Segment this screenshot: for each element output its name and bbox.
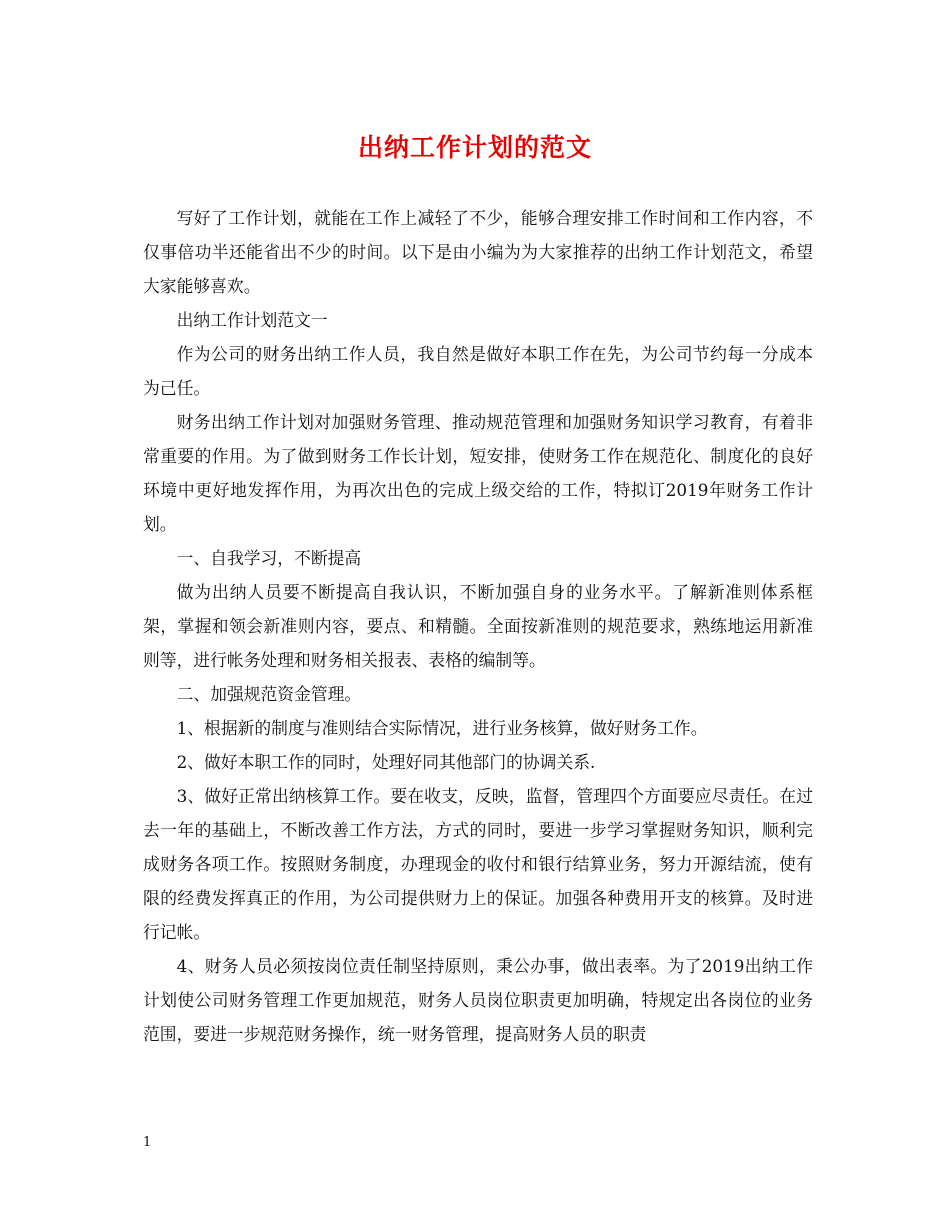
section-heading-fund-management: 二、加强规范资金管理。 xyxy=(176,684,362,704)
paragraph: 做为出纳人员要不断提高自我认识，不断加强自身的业务水平。了解新准则体系框架，掌握和领会新准则内容，要点、和精髓。全面按新准则的规范要求，熟练地运用新准则等，进行帐务处理和财务相关报表、表格的编制等。 xyxy=(143,582,813,670)
page-number: 1 xyxy=(143,1135,152,1150)
list-item: 1、根据新的制度与准则结合实际情况，进行业务核算，做好财务工作。 xyxy=(176,718,708,738)
paragraph-intro: 写好了工作计划，就能在工作上减轻了不少，能够合理安排工作时间和工作内容，不仅事倍功半还能省出不少的时间。以下是由小编为为大家推荐的出纳工作计划范文，希望大家能够喜欢。 xyxy=(143,208,813,296)
section-heading-sample-one: 出纳工作计划范文一 xyxy=(176,310,328,330)
section-heading-self-study: 一、自我学习，不断提高 xyxy=(176,548,362,568)
paragraph: 财务出纳工作计划对加强财务管理、推动规范管理和加强财务知识学习教育，有着非常重要的作用。为了做到财务工作长计划，短安排，使财务工作在规范化、制度化的良好环境中更好地发挥作用，为再次出色的完成上级交给的工作，特拟订2019年财务工作计划。 xyxy=(143,412,813,534)
list-item: 3、做好正常出纳核算工作。要在收支，反映，监督，管理四个方面要应尽责任。在过去一年的基础上，不断改善工作方法，方式的同时，要进一步学习掌握财务知识，顺利完成财务各项工作。按照财务制度，办理现金的收付和银行结算业务，努力开源结流，使有限的经费发挥真正的作用，为公司提供财力上的保证。加强各种费用开支的核算。及时进行记帐。 xyxy=(143,786,813,942)
document-body xyxy=(143,201,813,1051)
paragraph: 作为公司的财务出纳工作人员，我自然是做好本职工作在先，为公司节约每一分成本为己任。 xyxy=(143,344,813,398)
list-item: 2、做好本职工作的同时，处理好同其他部门的协调关系. xyxy=(176,752,596,772)
list-item: 4、财务人员必须按岗位责任制坚持原则，秉公办事，做出表率。为了2019出纳工作计划使公司财务管理工作更加规范，财务人员岗位职责更加明确，特规定出各岗位的业务范围，要进一步规范财务操作，统一财务管理，提高财务人员的职责 xyxy=(143,956,813,1044)
document-title: 出纳工作计划的范文 xyxy=(357,133,592,162)
